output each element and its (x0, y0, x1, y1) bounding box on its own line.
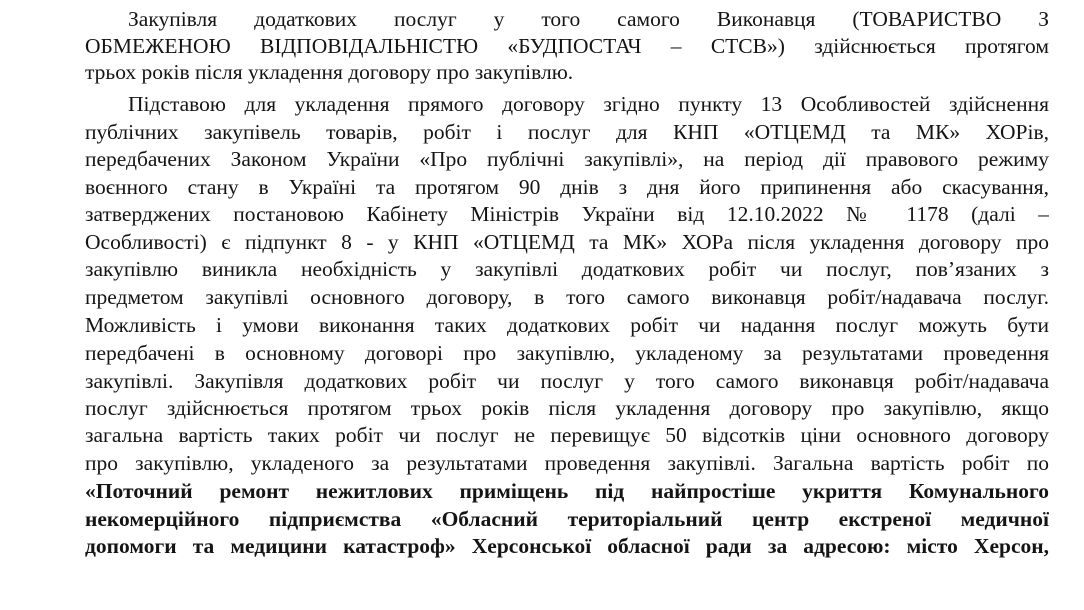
paragraph-2-line-12: послуг здійснюється протягом трьох років після укладення договору про закупівлю, якщо (85, 396, 1049, 420)
paragraph-2-line-13: загальна вартість таких робіт чи послуг не перевищує 50 відсотків ціни основного договору (85, 423, 1049, 447)
paragraph-1-line-3: трьох років після укладення договору про закупівлю. (85, 60, 574, 84)
paragraph-1-line-2: ОБМЕЖЕНОЮ ВІДПОВІДАЛЬНІСТЮ «БУДПОСТАЧ – СТСВ») здійснюється протягом (85, 34, 1049, 58)
paragraph-2-line-1: Підставою для укладення прямого договору згідно пункту 13 Особливостей здійснення (128, 92, 1049, 116)
bold-title-line-3: допомоги та медицини катастроф» Херсонської обласної ради за адресою: місто Херсон, (85, 534, 1049, 558)
paragraph-2-line-3: передбачених Законом України «Про публічні закупівлі», на період дії правового режиму (85, 147, 1049, 171)
paragraph-2-line-7: закупівлю виникла необхідність у закупівлі додаткових робіт чи послуг, пов’язаних з (85, 257, 1049, 281)
paragraph-2-line-14: про закупівлю, укладеного за результатами проведення закупівлі. Загальна вартість робіт по (85, 451, 1049, 475)
paragraph-2-line-8: предметом закупівлі основного договору, в того самого виконавця робіт/надавача послуг. (85, 285, 1049, 309)
paragraph-2-line-9: Можливість і умови виконання таких додаткових робіт чи надання послуг можуть бути (85, 313, 1049, 337)
bold-title-line-2: некомерційного підприємства «Обласний територіальний центр екстреної медичної (85, 507, 1049, 531)
paragraph-2-line-4: воєнного стану в Україні та протягом 90 днів з дня його припинення або скасування, (85, 175, 1049, 199)
paragraph-2-line-6: Особливості) є підпункт 8 - у КНП «ОТЦЕМД та МК» ХОРа після укладення договору про (85, 230, 1049, 254)
paragraph-2-line-11: закупівлі. Закупівля додаткових робіт чи послуг у того самого виконавця робіт/надавача (85, 369, 1049, 393)
paragraph-2-line-2: публічних закупівель товарів, робіт і послуг для КНП «ОТЦЕМД та МК» ХОРів, (85, 120, 1049, 144)
bold-title-line-1: «Поточний ремонт нежитлових приміщень під найпростіше укриття Комунального (85, 479, 1049, 503)
paragraph-2-line-10: передбачені в основному договорі про закупівлю, укладеному за результатами проведення (85, 341, 1049, 365)
paragraph-1-line-1: Закупівля додаткових послуг у того самого Виконавця (ТОВАРИСТВО З (128, 7, 1049, 31)
paragraph-2-line-5: затверджених постановою Кабінету Міністрів України від 12.10.2022 № 1178 (далі – (85, 202, 1049, 226)
